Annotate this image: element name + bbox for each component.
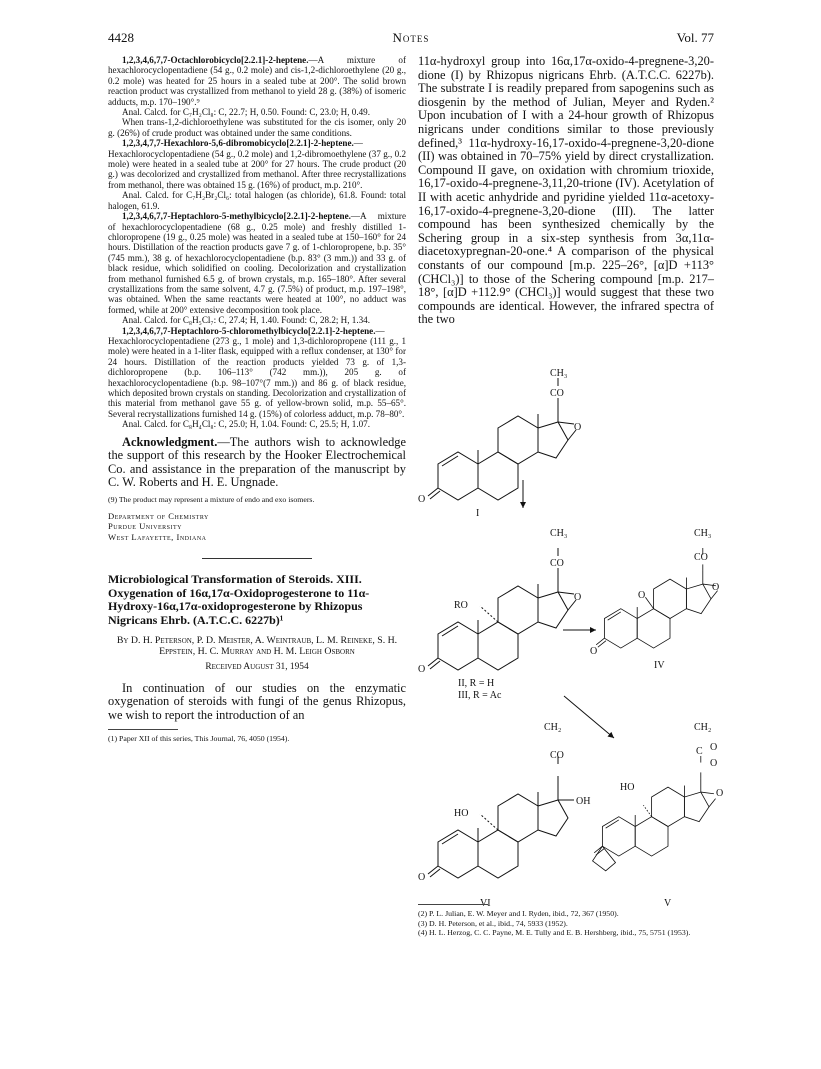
arrow-diagonal (564, 696, 614, 738)
article-intro (108, 682, 406, 723)
epoxide-o-label: O (574, 422, 582, 433)
footnote-rule (418, 904, 488, 905)
ketone-o-label: O (590, 646, 598, 657)
ho-label: HO (454, 808, 469, 819)
analysis-line: Anal. Calcd. for C₈H₅Cl₇: C, 27.4; H, 1.40. Found: C, 28.2; H, 1.34. (122, 315, 370, 326)
ch3-label: CH₃ (550, 368, 568, 379)
footnote-2: (2) P. L. Julian, E. W. Meyer and I. Ryden, ibid., 72, 367 (1950). (418, 909, 619, 918)
ketal-o-label: O (710, 742, 718, 753)
volume-label: Vol. 77 (676, 30, 714, 45)
footnote-1: (1) Paper XII of this series, This Journal, 76, 4050 (1954). (108, 733, 290, 743)
compound-label-V: V (664, 898, 672, 909)
affiliation-line: West Lafayette, Indiana (108, 531, 207, 542)
affiliation (108, 511, 406, 543)
affiliation-line: Purdue University (108, 521, 182, 532)
ack-title: Acknowledgment. (122, 434, 218, 449)
analysis-line: Anal. Calcd. for C₇H₂Br₂Cl₆: total halogen (as chloride), 61.8. Found: total halogen, 61.9. (108, 190, 406, 211)
ro-label: RO (454, 600, 468, 611)
epoxide-o-label: O (574, 592, 582, 603)
compound-VI-structure (428, 756, 574, 878)
affiliation-line: Department of Chemistry (108, 510, 209, 521)
running-header (108, 30, 714, 46)
article-title: Microbiological Transformation of Steroids. XIII. Oxygenation of 16α,17α-Oxidoprogesterone to 11α-Hydroxy-16α,17α-oxidoprogesterone by Rhizopus Nigricans Ehrb. (A.T.C.C. 6227b)¹ (108, 572, 370, 627)
procedure-text: —Hexachlorocyclopentadiene (273 g., 1 mole) and 1,3-dichloropropene (111 g., 1 mole) were heated in a 1-liter flask, equipped with a reflux condenser, at 130° for 24 hours. Distillation of the reaction products yielded 73 g. of 1,3-dichloropropene (b.p. 106–113° (742 mm.)), 205 g. of hexachlorocyclopentadiene (b.p. 98–107°(7 mm.)) and 86 g. of black residue, which deposited brown crystals on standing. Decolorization and crystallization of this material from methanol gave 55 g. of yellow-brown solid, m.p. 55–65°. Several recrystallizations furnished 14 g. (15%) of colorless adduct, m.p. 78–80°. (108, 325, 406, 419)
ketone-o-label: O (418, 664, 426, 675)
compound-IV-structure (596, 548, 720, 648)
acknowledgment (108, 436, 406, 490)
steroid-structures (418, 358, 724, 918)
compound-title: 1,2,3,4,6,7,7-Heptachloro-5-chloromethylbicyclo[2.2.1]-2-heptene. (122, 325, 376, 336)
section-divider (202, 558, 312, 559)
analysis-line: Anal. Calcd. for C₇H₂Cl₈: C, 22.7; H, 0.50. Found: C, 23.0; H, 0.49. (122, 107, 370, 118)
procedure-text: —A mixture of hexachlorocyclopentadiene (54 g., 0.2 mole) and cis-1,2-dichloroethylene (20 g., 0.2 mole) was heated for 25 hours in a sealed tube at 200°. The solid brown reaction product was crystallized from methanol to yield 28 g. (38%) of isomeric adducts, m.p. 170–190°.⁹ (108, 55, 406, 107)
received-date: Received August 31, 1954 (205, 661, 309, 672)
co-label: CO (550, 558, 564, 569)
right-footnotes (418, 898, 714, 938)
compound-title: 1,2,3,4,6,7,7-Heptachloro-5-methylbicyclo[2.2.1]-2-heptene. (122, 211, 351, 222)
footnote-3: (3) D. H. Peterson, et al., ibid., 74, 5933 (1952). (418, 918, 568, 928)
compound-label-IV: IV (654, 660, 665, 671)
ketone-o-label: O (418, 494, 426, 505)
co-label: CO (550, 750, 564, 761)
oh-label: OH (576, 796, 591, 807)
right-column (418, 55, 714, 327)
analysis-line: Anal. Calcd. for C₈H₄Cl₈: C, 25.0; H, 1.04. Found: C, 25.5; H, 1.07. (122, 419, 370, 430)
intro-text: In continuation of our studies on the enzymatic oxygenation of steroids with fungi of the genus Rhizopus, we wish to report the introduction of an (108, 680, 406, 722)
ketal-o-label: O (710, 758, 718, 769)
compound-label-II: II, R = H (458, 678, 495, 689)
procedure-text: When trans-1,2-dichloroethylene was substituted for the cis isomer, only 20 g. (26%) of crude product was obtained under the same conditions. (108, 117, 406, 138)
ack-text: —The authors wish to acknowledge the support of this research by the Hooker Electrochemical Co. and assistance in the preparation of the manuscript by C. W. Roberts and H. E. Ungnade. (108, 434, 406, 490)
ch2-label: CH₂ (694, 722, 712, 733)
compound-label-VI: VI (480, 898, 491, 909)
article-authors: By D. H. Peterson, P. D. Meister, A. Weintraub, L. M. Reineke, S. H. Eppstein, H. C. Murray and H. M. Leigh Osborn (116, 635, 398, 658)
epoxide-o-label: O (716, 788, 724, 799)
page-number: 4428 (108, 30, 134, 45)
compound-label-III: III, R = Ac (458, 690, 502, 701)
experimental-section (108, 55, 406, 430)
compound-label-I: I (476, 508, 480, 519)
ho-label: HO (620, 782, 635, 793)
ch3-label: CH₃ (550, 528, 568, 539)
ketone-o-label: O (418, 872, 426, 883)
procedure-text: —A mixture of hexachlorocyclopentadiene (68 g., 0.25 mole) and freshly distilled 1-chloropropene (19 g., 0.25 mole) was heated in a sealed tube at 150–160° for 24 hours. Distillation of the reaction products gave 7 g. of 1-chloropropene, b.p. 35° (745 mm.), 38 g. of hexachlorocyclopentadiene (b.p. 83° (3 mm.)) and 33 g. of black residue, which solidified on cooling. Decolorization and crystallization from methanol furnished 6.5 g. of brown crystals, m.p. 165–180°. After several crystallizations from the same solvent, 4.7 g. (7.5%) of product, m.p. 197–198°, was obtained. When the same reactants were heated at 100°, no adduct was formed, while at 200° extensive decomposition took place. (108, 211, 406, 315)
footnote-9: (9) The product may represent a mixture of endo and exo isomers. (108, 495, 315, 504)
article-body (418, 55, 714, 327)
section-title: Notes (392, 30, 430, 45)
ch2-label: CH₂ (544, 722, 562, 733)
c11-ketone-o-label: O (638, 590, 646, 601)
footnote-4: (4) H. L. Herzog, C. C. Payne, M. E. Tully and E. B. Hershberg, ibid., 75, 5751 (1953). (418, 928, 691, 938)
epoxide-o-label: O (712, 582, 720, 593)
procedure-text: —Hexachlorocyclopentadiene (54 g., 0.2 mole) and 1,2-dibromoethylene (37 g., 0.2 mole) were heated in a sealed tube at 200° for 27 hours. The crude product (20 g.) was decolorized and crystallized from methanol. After three recrystallizations from methanol, there was obtained 15 g. (16%) of product, m.p. 210°. (108, 138, 406, 190)
compound-title: 1,2,3,4,6,7,7-Octachlorobicyclo[2.2.1]-2-heptene. (122, 55, 309, 65)
left-column (108, 55, 406, 743)
co-label: CO (550, 388, 564, 399)
body-text: 11α-hydroxyl group into 16α,17α-oxido-4-pregnene-3,20-dione (I) by Rhizopus nigricans Ehrb. (A.T.C.C. 6227b). The substrate I is readily prepared from sapogenins such as diosgenin by the method of Julian, Meyer and Ryden.² Upon incubation of I with a 24-hour growth of Rhizopus nigricans under conditions similar to those previously defined,³ 11α-hydroxy-16,17-oxido-4-pregnene-3,20-dione (II) was obtained in 70–75% yield by direct crystallization. Compound II gave, on oxidation with chromium trioxide, 16,17-oxido-4-pregnene-3,11,20-trione (IV). Acetylation of II with acetic anhydride and pyridine yielded 11α-acetoxy-16,17-oxido-4-pregnene-3,20-dione (III). The latter compound has been synthesized chemically by the Schering group in a six-step synthesis from 3α,11α-diacetoxypregnan-20-one.⁴ A comparison of the physical constants of our compound [m.p. 225–26°, [α]D +113° (CHCl₃)] to those of the Schering compound [m.p. 217–18°, [α]D +112.9° (CHCl₃)] would suggest that these two compounds are identical. However, the infrared spectra of the two (418, 54, 714, 327)
footnote-rule (108, 729, 178, 730)
ch3-label: CH₃ (694, 528, 712, 539)
compound-V-structure (593, 756, 716, 871)
reaction-scheme (418, 358, 724, 918)
compound-title: 1,2,3,4,7,7-Hexachloro-5,6-dibromobicyclo[2.2.1]-2-heptene. (122, 138, 354, 149)
ketal-c-label: C (696, 746, 703, 757)
co-label: CO (694, 552, 708, 563)
